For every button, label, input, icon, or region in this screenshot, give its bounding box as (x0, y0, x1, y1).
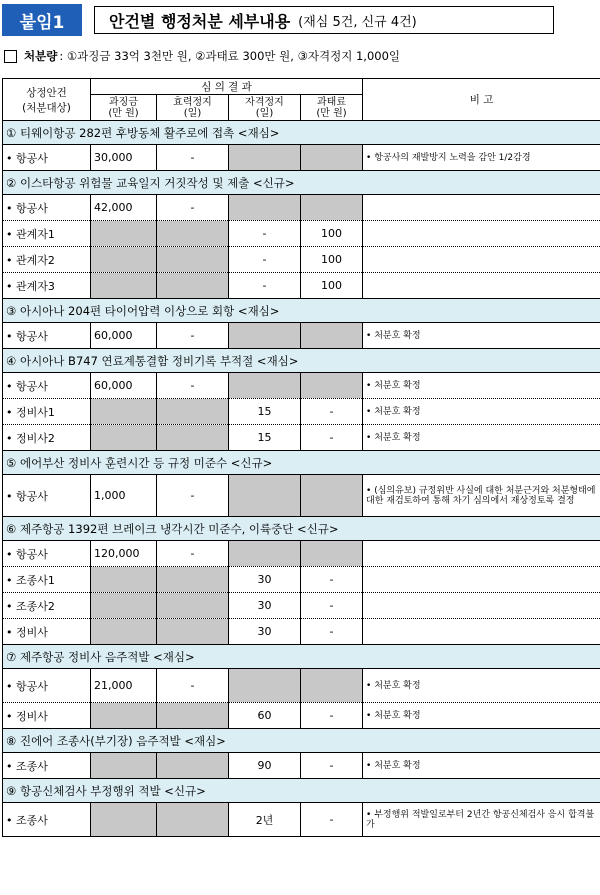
cell-penalty: - (301, 753, 363, 779)
cell-fine: 60,000 (91, 373, 157, 399)
col-subject-sublabel: (처분대상) (22, 101, 71, 114)
table-row (3, 541, 600, 567)
cell-suspend (157, 273, 229, 299)
section-header (3, 451, 600, 475)
cell-fine (91, 399, 157, 425)
cell-penalty (301, 475, 363, 517)
page-subtitle: (재심 5건, 신규 4건) (298, 14, 417, 30)
cell-penalty: - (301, 593, 363, 619)
cell-subject: • 관계자3 (3, 273, 91, 299)
table-row (3, 803, 600, 837)
cell-subject: • 관계자2 (3, 247, 91, 273)
table-row (3, 425, 600, 451)
cell-suspend (157, 619, 229, 645)
cell-suspend (157, 803, 229, 837)
cell-suspend (157, 703, 229, 729)
cell-subject: • 정비사 (3, 619, 91, 645)
disposition-table (2, 78, 600, 837)
table-row (3, 399, 600, 425)
table-row (3, 247, 600, 273)
cell-suspend (157, 399, 229, 425)
cell-suspend (157, 753, 229, 779)
cell-license (229, 323, 301, 349)
cell-remark: • 항공사의 재발방지 노력을 감안 1/2감경 (363, 145, 600, 171)
cell-suspend (157, 425, 229, 451)
cell-fine (91, 247, 157, 273)
cell-suspend (157, 593, 229, 619)
cell-suspend (157, 567, 229, 593)
cell-license: 30 (229, 593, 301, 619)
section-header (3, 517, 600, 541)
cell-remark (363, 593, 600, 619)
section-header (3, 645, 600, 669)
section-header (3, 779, 600, 803)
cell-license: 2년 (229, 803, 301, 837)
section-title: ⑥ 제주항공 1392편 브레이크 냉각시간 미준수, 이륙중단 <신규> (3, 517, 600, 541)
cell-subject: • 항공사 (3, 475, 91, 517)
col-result-header: 심 의 결 과 (91, 79, 363, 95)
cell-remark: • 처분호 확정 (363, 703, 600, 729)
cell-fine (91, 593, 157, 619)
table-row (3, 703, 600, 729)
cell-subject: • 조종사1 (3, 567, 91, 593)
cell-license: 60 (229, 703, 301, 729)
cell-suspend: - (157, 669, 229, 703)
criteria-label: 처분량 (24, 49, 58, 63)
table-row (3, 373, 600, 399)
table-row (3, 669, 600, 703)
section-title: ⑨ 항공신체검사 부정행위 적발 <신규> (3, 779, 600, 803)
title-box (94, 6, 554, 34)
table-row (3, 273, 600, 299)
col-license-label: 자격정지 (245, 96, 284, 108)
col-remark-header: 비 고 (363, 79, 600, 121)
cell-penalty: 100 (301, 247, 363, 273)
table-row (3, 323, 600, 349)
cell-fine: 1,000 (91, 475, 157, 517)
cell-fine: 30,000 (91, 145, 157, 171)
table-row (3, 753, 600, 779)
cell-subject: • 정비사1 (3, 399, 91, 425)
cell-fine: 120,000 (91, 541, 157, 567)
cell-license (229, 541, 301, 567)
cell-remark: • 처분호 확정 (363, 425, 600, 451)
cell-remark (363, 541, 600, 567)
section-title: ⑧ 진에어 조종사(부기장) 음주적발 <재심> (3, 729, 600, 753)
cell-suspend (157, 247, 229, 273)
cell-subject: • 항공사 (3, 541, 91, 567)
cell-suspend: - (157, 195, 229, 221)
cell-fine (91, 753, 157, 779)
cell-subject: • 항공사 (3, 195, 91, 221)
section-header (3, 729, 600, 753)
cell-license (229, 475, 301, 517)
col-license-header (229, 95, 301, 121)
section-header (3, 171, 600, 195)
cell-penalty (301, 323, 363, 349)
col-fine-unit: (만 원) (108, 107, 139, 119)
section-title: ② 이스타항공 위험물 교육일지 거짓작성 및 제출 <신규> (3, 171, 600, 195)
cell-subject: • 항공사 (3, 145, 91, 171)
cell-remark (363, 247, 600, 273)
cell-penalty (301, 195, 363, 221)
cell-penalty: - (301, 703, 363, 729)
section-header (3, 349, 600, 373)
col-subject-header (3, 79, 91, 121)
cell-remark (363, 567, 600, 593)
cell-subject: • 항공사 (3, 323, 91, 349)
cell-remark: • 처분호 확정 (363, 669, 600, 703)
checkbox-square-icon (4, 50, 17, 63)
cell-fine (91, 619, 157, 645)
table-row (3, 195, 600, 221)
cell-remark: • 처분호 확정 (363, 753, 600, 779)
cell-remark: • 처분호 확정 (363, 323, 600, 349)
table-row (3, 145, 600, 171)
cell-suspend (157, 221, 229, 247)
cell-penalty: 100 (301, 221, 363, 247)
cell-fine: 21,000 (91, 669, 157, 703)
criteria-text: : ①과징금 33억 3천만 원, ②과태료 300만 원, ③자격정지 1,000일 (59, 49, 401, 63)
cell-license: 15 (229, 425, 301, 451)
col-fine-label: 과징금 (109, 96, 138, 108)
cell-penalty: - (301, 803, 363, 837)
col-subject-label: 상정안건 (26, 86, 67, 99)
cell-remark (363, 221, 600, 247)
table-row (3, 619, 600, 645)
col-suspend-unit: (일) (183, 107, 202, 119)
cell-subject: • 관계자1 (3, 221, 91, 247)
cell-subject: • 항공사 (3, 669, 91, 703)
cell-suspend: - (157, 145, 229, 171)
cell-subject: • 정비사 (3, 703, 91, 729)
cell-remark (363, 195, 600, 221)
cell-fine (91, 273, 157, 299)
cell-subject: • 조종사 (3, 803, 91, 837)
section-title: ⑦ 제주항공 정비사 음주적발 <재심> (3, 645, 600, 669)
col-fine-header (91, 95, 157, 121)
section-title: ④ 아시아나 B747 연료계통결함 정비기록 부적절 <재심> (3, 349, 600, 373)
cell-remark (363, 273, 600, 299)
cell-license: 30 (229, 619, 301, 645)
cell-penalty: - (301, 619, 363, 645)
cell-remark: • 처분호 확정 (363, 373, 600, 399)
cell-license (229, 195, 301, 221)
col-license-unit: (일) (255, 107, 274, 119)
cell-fine (91, 803, 157, 837)
cell-fine: 60,000 (91, 323, 157, 349)
section-header (3, 121, 600, 145)
cell-fine (91, 567, 157, 593)
cell-penalty: - (301, 425, 363, 451)
cell-remark: • 처분호 확정 (363, 399, 600, 425)
cell-penalty (301, 669, 363, 703)
table-row (3, 567, 600, 593)
section-title: ① 티웨이항공 282편 후방동체 활주로에 접촉 <재심> (3, 121, 600, 145)
cell-remark: • (심의유보) 규정위반 사실에 대한 처분근거와 처분형태에 대한 재검토하여 통해 차기 심의에서 재상정토록 결정 (363, 475, 600, 517)
section-title: ⑤ 에어부산 정비사 훈련시간 등 규정 미준수 <신규> (3, 451, 600, 475)
cell-license: - (229, 221, 301, 247)
cell-penalty (301, 541, 363, 567)
section-title: ③ 아시아나 204편 타이어압력 이상으로 회항 <재심> (3, 299, 600, 323)
cell-license: - (229, 273, 301, 299)
cell-fine (91, 703, 157, 729)
cell-license: - (229, 247, 301, 273)
cell-remark (363, 619, 600, 645)
attachment-badge: 붙임1 (2, 4, 82, 36)
cell-fine (91, 425, 157, 451)
cell-subject: • 항공사 (3, 373, 91, 399)
cell-suspend: - (157, 323, 229, 349)
table-row (3, 221, 600, 247)
table-body (3, 121, 600, 837)
cell-penalty: 100 (301, 273, 363, 299)
cell-fine: 42,000 (91, 195, 157, 221)
cell-penalty: - (301, 567, 363, 593)
col-penalty-header (301, 95, 363, 121)
cell-license (229, 669, 301, 703)
cell-subject: • 정비사2 (3, 425, 91, 451)
table-row (3, 475, 600, 517)
cell-subject: • 조종사 (3, 753, 91, 779)
cell-penalty (301, 145, 363, 171)
header (2, 4, 598, 36)
cell-license: 15 (229, 399, 301, 425)
criteria-line (4, 46, 598, 66)
cell-subject: • 조종사2 (3, 593, 91, 619)
cell-license (229, 373, 301, 399)
cell-suspend: - (157, 373, 229, 399)
cell-penalty (301, 373, 363, 399)
cell-fine (91, 221, 157, 247)
table-row (3, 593, 600, 619)
section-header (3, 299, 600, 323)
cell-license: 30 (229, 567, 301, 593)
col-suspend-label: 효력정지 (173, 96, 212, 108)
cell-suspend: - (157, 475, 229, 517)
col-suspend-header (157, 95, 229, 121)
col-penalty-label: 과태료 (317, 96, 346, 108)
cell-license (229, 145, 301, 171)
cell-penalty: - (301, 399, 363, 425)
cell-remark: • 부정행위 적발일로부터 2년간 항공신체검사 응시 합격불가 (363, 803, 600, 837)
cell-license: 90 (229, 753, 301, 779)
page-title: 안건별 행정처분 세부내용 (109, 11, 291, 31)
col-penalty-unit: (만 원) (316, 107, 347, 119)
cell-suspend: - (157, 541, 229, 567)
